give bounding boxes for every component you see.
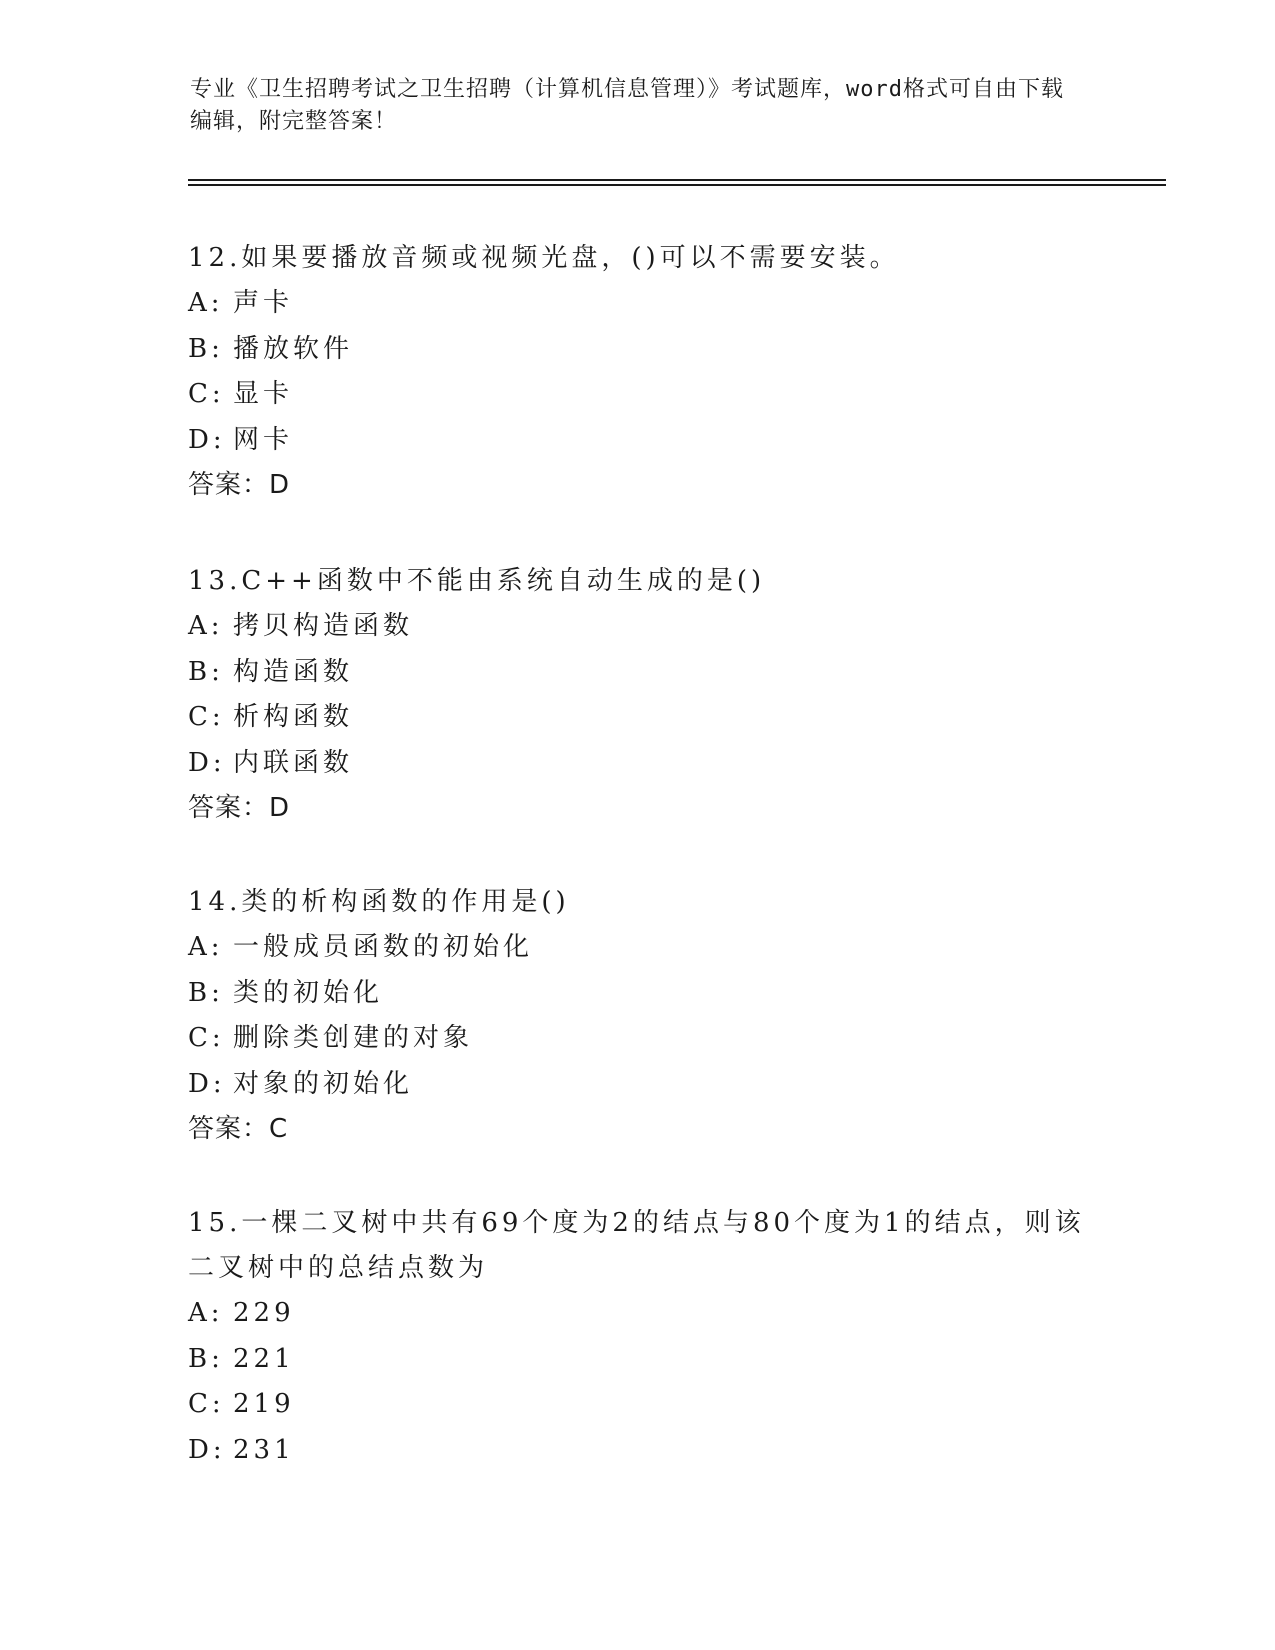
option-text: 对象的初始化: [233, 1068, 414, 1099]
option-key: B:: [188, 656, 224, 687]
option-key: A:: [188, 611, 224, 641]
option-b: [188, 327, 1088, 373]
option-text: 221: [233, 1343, 295, 1374]
option-b: [188, 1337, 1088, 1383]
option-text: 类的初始化: [233, 977, 384, 1008]
option-key: A:: [188, 932, 224, 962]
question-text: 15.一棵二叉树中共有69个度为2的结点与80个度为1的结点，则该二叉树中的总结点数为: [188, 1208, 1085, 1283]
option-key: B:: [188, 977, 224, 1008]
option-key: D:: [188, 1068, 226, 1099]
option-key: C:: [188, 702, 225, 732]
option-text: 229: [233, 1298, 295, 1328]
option-key: D:: [188, 747, 226, 778]
option-text: 拷贝构造函数: [233, 611, 414, 641]
option-c: [188, 372, 1088, 418]
option-d: [188, 418, 1088, 464]
option-key: C:: [188, 1389, 225, 1419]
option-text: 一般成员函数的初始化: [233, 932, 534, 962]
option-key: B:: [188, 333, 224, 364]
document-header: [190, 74, 1070, 138]
option-key: D:: [188, 424, 226, 455]
question-14: [188, 880, 1088, 1152]
option-d: [188, 1062, 1088, 1108]
option-b: [188, 650, 1088, 696]
option-text: 播放软件: [233, 333, 354, 364]
answer-line: 答案：C: [188, 1114, 289, 1144]
option-a: [188, 925, 1088, 971]
question-13: [188, 559, 1088, 831]
option-key: B:: [188, 1343, 224, 1374]
option-key: A:: [188, 288, 224, 318]
option-c: [188, 1016, 1088, 1062]
option-text: 网卡: [233, 424, 294, 455]
option-d: [188, 741, 1088, 787]
option-c: [188, 695, 1088, 741]
answer-line: 答案：D: [188, 470, 291, 500]
option-key: D:: [188, 1434, 226, 1465]
option-text: 析构函数: [233, 702, 354, 732]
header-divider-line: [188, 184, 1166, 186]
option-text: 231: [233, 1434, 295, 1465]
question-12: [188, 236, 1088, 508]
header-intro-text: 专业《卫生招聘考试之卫生招聘（计算机信息管理）》考试题库，word格式可自由下载编辑，附完整答案！: [190, 77, 1064, 134]
option-key: C:: [188, 379, 225, 409]
option-text: 声卡: [233, 288, 294, 318]
option-key: C:: [188, 1023, 225, 1053]
question-text: 12.如果要播放音频或视频光盘，()可以不需要安装。: [188, 243, 900, 273]
question-text: 13.C++函数中不能由系统自动生成的是(): [188, 566, 766, 596]
question-15: [188, 1201, 1088, 1473]
option-a: [188, 604, 1088, 650]
question-text: 14.类的析构函数的作用是(): [188, 887, 570, 917]
option-text: 显卡: [233, 379, 294, 409]
option-text: 构造函数: [233, 656, 354, 687]
option-c: [188, 1382, 1088, 1428]
option-b: [188, 971, 1088, 1017]
option-d: [188, 1428, 1088, 1474]
option-text: 删除类创建的对象: [233, 1023, 474, 1053]
answer-line: 答案：D: [188, 793, 291, 823]
option-text: 219: [233, 1389, 295, 1419]
option-a: [188, 281, 1088, 327]
option-text: 内联函数: [233, 747, 354, 778]
option-key: A:: [188, 1298, 224, 1328]
header-divider-line: [188, 179, 1166, 181]
option-a: [188, 1291, 1088, 1337]
